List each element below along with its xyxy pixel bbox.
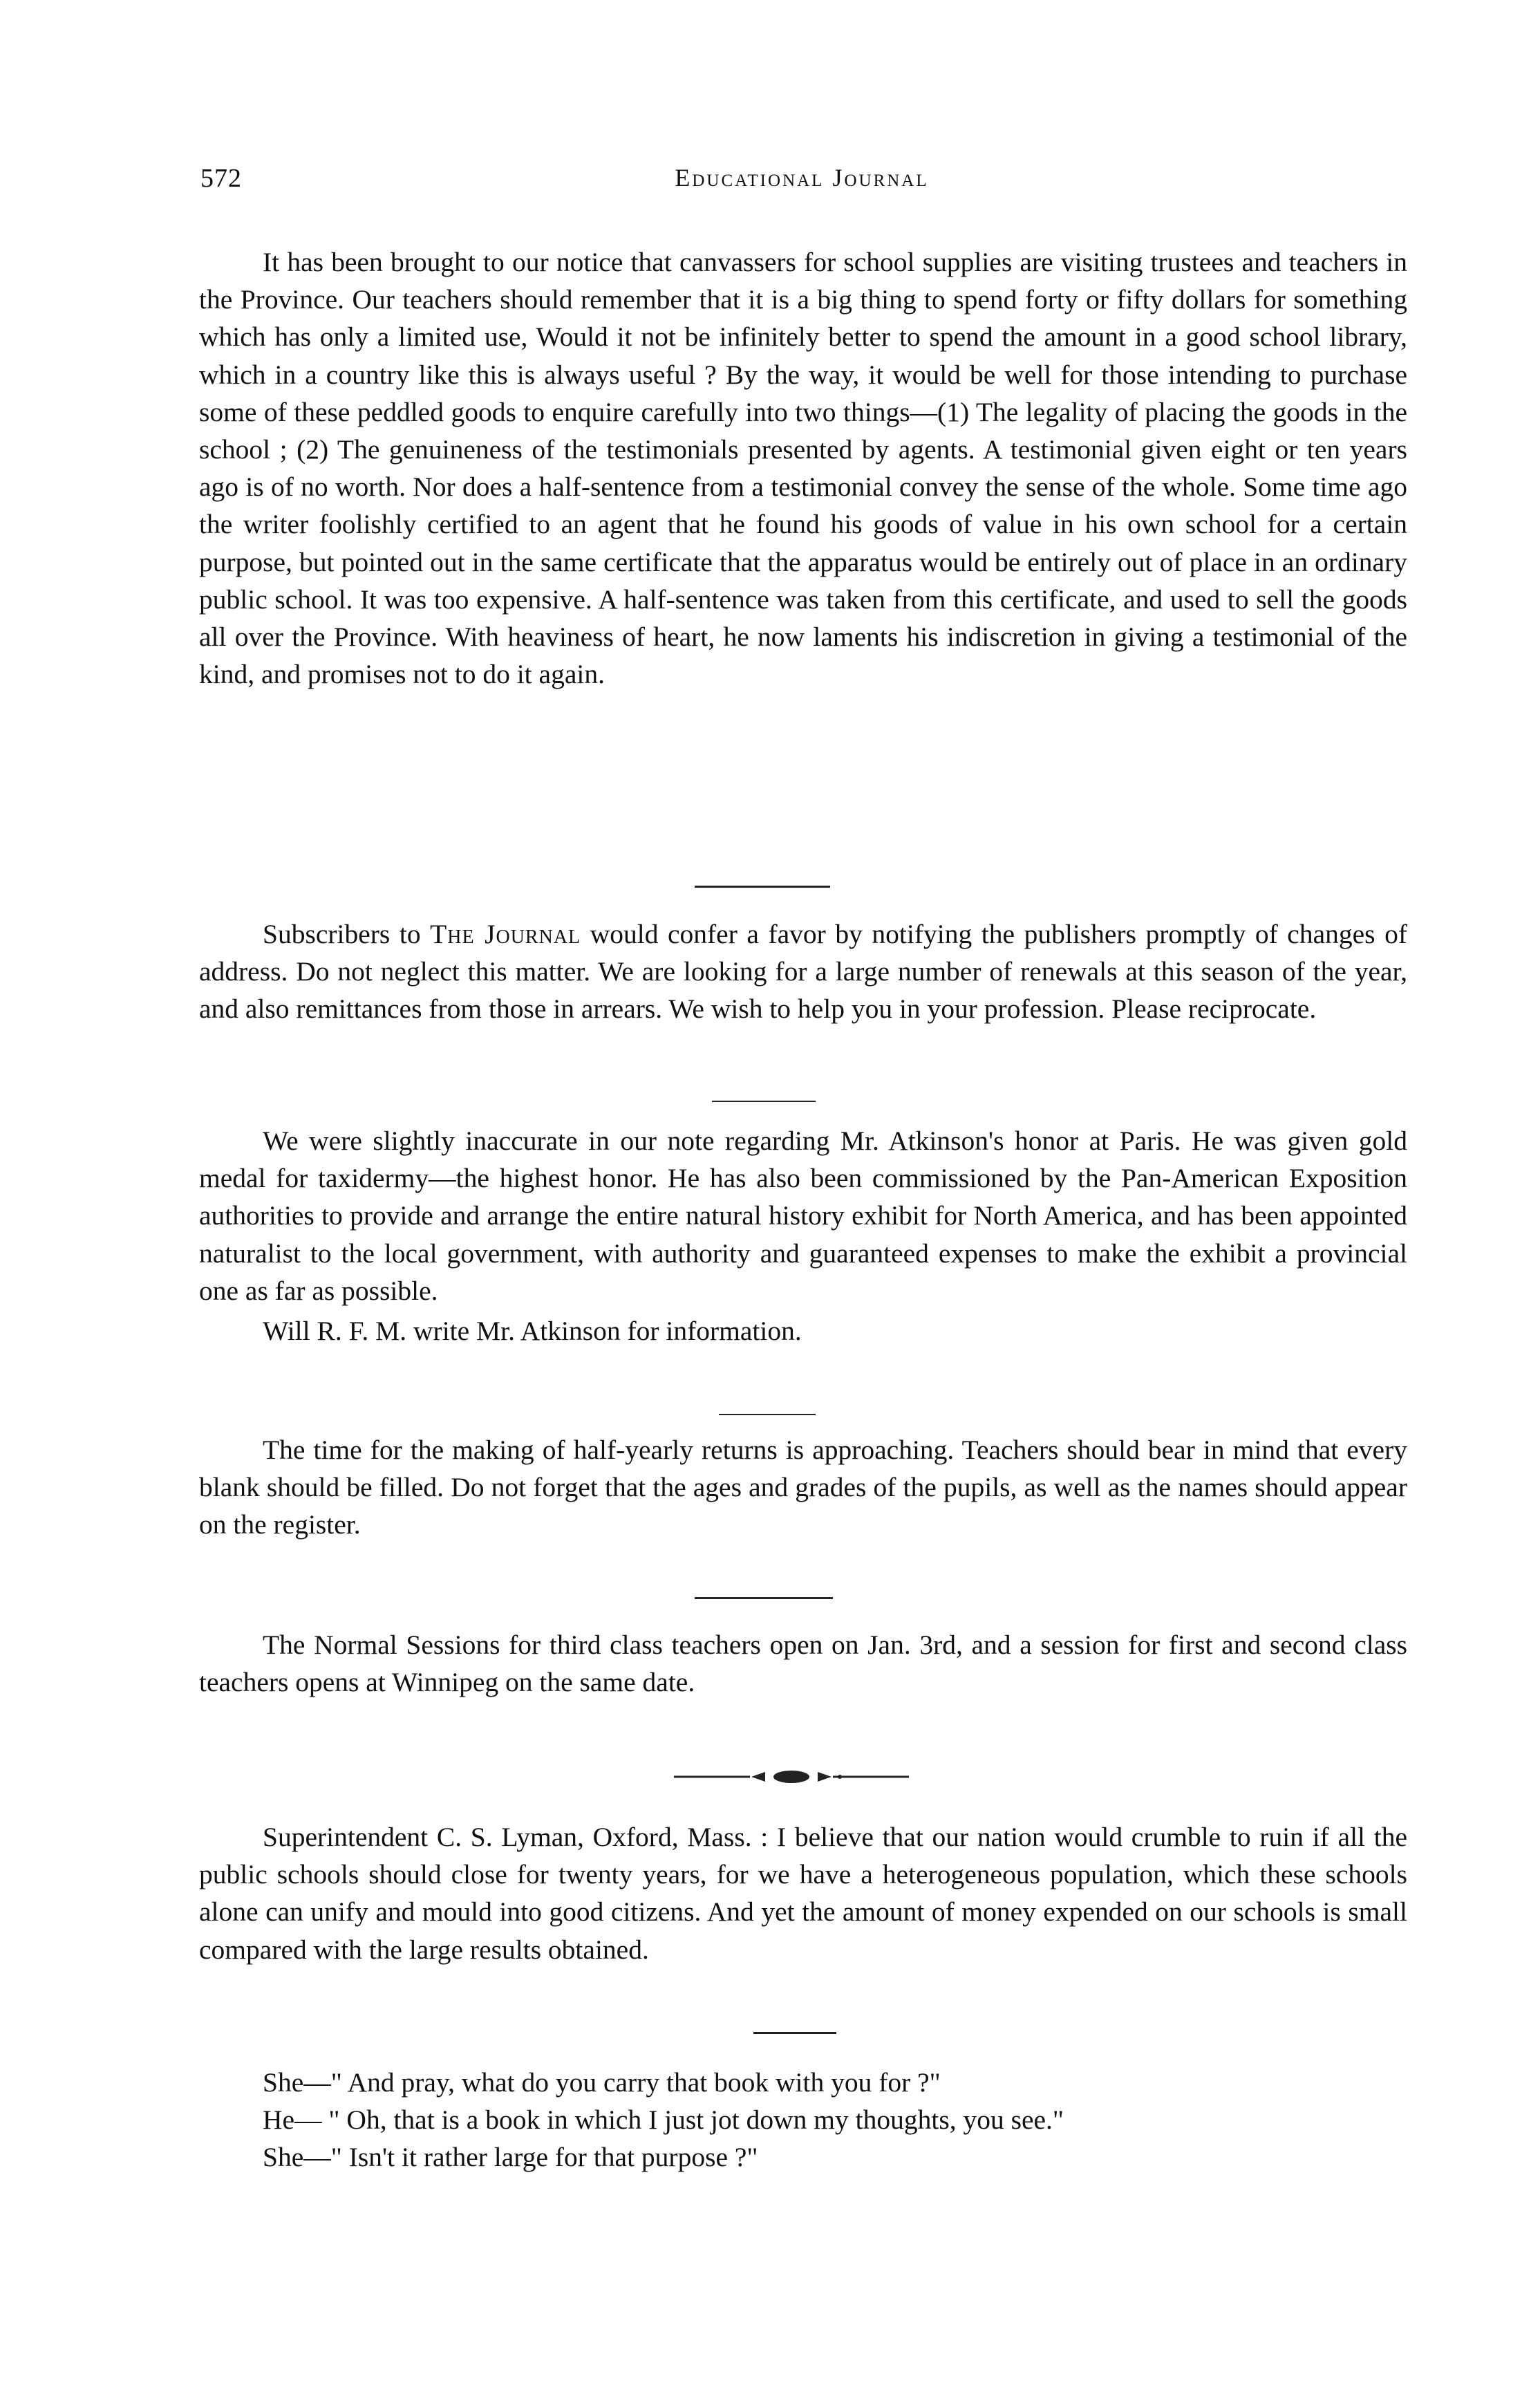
page-header — [200, 163, 1403, 205]
dialogue-line-2: He— " Oh, that is a book in which I just jot down my thoughts, you see." — [263, 2104, 1064, 2136]
subscribers-text-end: would confer a favor by notifying the publishers promptly of changes of address. Do not neglect this matter. We are looking for a large number of renewals at this season of the year, and also remittances from those in arrears. We wish to help you in your profession. Please reciprocate. — [199, 919, 1407, 1025]
atkinson-notice — [199, 1122, 1407, 1350]
returns-paragraph: The time for the making of half-yearly returns is approaching. Teachers should bear in mind that every blank should be filled. Do not forget that the ages and grades of the pupils, as well as the names should appear on the register. — [199, 1435, 1407, 1540]
dialogue-line-3: She—" Isn't it rather large for that purpose ?" — [263, 2142, 758, 2173]
section-divider — [695, 886, 830, 888]
normal-sessions-paragraph: The Normal Sessions for third class teachers open on Jan. 3rd, and a session for first and second class teachers opens at Winnipeg on the same date. — [199, 1630, 1407, 1698]
section-divider — [719, 1414, 816, 1415]
subscribers-text-start: Subscribers to — [263, 919, 431, 949]
canvassers-notice — [199, 243, 1407, 693]
dialogue-line-1: She—" And pray, what do you carry that book with you for ?" — [263, 2067, 941, 2098]
subscribers-notice — [199, 915, 1407, 1028]
subscribers-paragraph — [199, 915, 1407, 1028]
canvassers-paragraph: It has been brought to our notice that canvassers for school supplies are visiting trustees and teachers in the Province. Our teachers should remember that it is a big thing to spend forty or fifty dollars for something which has only a limited use, Would it not be infinitely better to spend the amount in a good school library, which in a country like this is always useful ? By the way, it would be well for those intending to purchase some of these peddled goods to enquire carefully into two things—(1) The legality of placing the goods in the school ; (2) The genuineness of the testimonials presented by agents. A testimonial given eight or ten years ago is of no worth. Nor does a half-sentence from a testimonial convey the sense of the whole. Some time ago the writer foolishly certified to an agent that he found his goods of value in his own school for a certain purpose, but pointed out in the same certificate that the apparatus would be entirely out of place in an ordinary public school. It was too expensive. A half-sentence was taken from this certificate, and used to sell the goods all over the Province. With heaviness of heart, he now laments his indiscretion in giving a testimonial of the kind, and promises not to do it again. — [199, 247, 1407, 690]
section-divider — [753, 2032, 836, 2034]
page-number: 572 — [200, 164, 242, 193]
section-divider — [712, 1101, 816, 1102]
atkinson-note: Will R. F. M. write Mr. Atkinson for information. — [263, 1316, 802, 1347]
journal-name: The Journal — [430, 919, 581, 949]
section-divider — [695, 1597, 833, 1599]
lyman-quote — [199, 1818, 1407, 1968]
dialogue-block — [263, 2064, 1403, 2176]
returns-notice — [199, 1431, 1407, 1544]
ornament-divider — [674, 1768, 909, 1785]
running-head: Educational Journal — [675, 164, 929, 192]
atkinson-paragraph: We were slightly inaccurate in our note regarding Mr. Atkinson's honor at Paris. He was given gold medal for taxidermy—the highest honor. He has also been commissioned by the Pan-American Exposition authorities to provide and arrange the entire natural history exhibit for North America, and has been appointed naturalist to the local government, with authority and guaranteed expenses to make the exhibit a provincial one as far as possible. — [199, 1126, 1407, 1306]
normal-sessions-notice — [199, 1626, 1407, 1701]
lyman-paragraph: Superintendent C. S. Lyman, Oxford, Mass. : I believe that our nation would crumble to ruin if all the public schools should close for twenty years, for we have a heterogeneous population, which these schools alone can unify and mould into good citizens. And yet the amount of money expended on our schools is small compared with the large results obtained. — [199, 1822, 1407, 1965]
